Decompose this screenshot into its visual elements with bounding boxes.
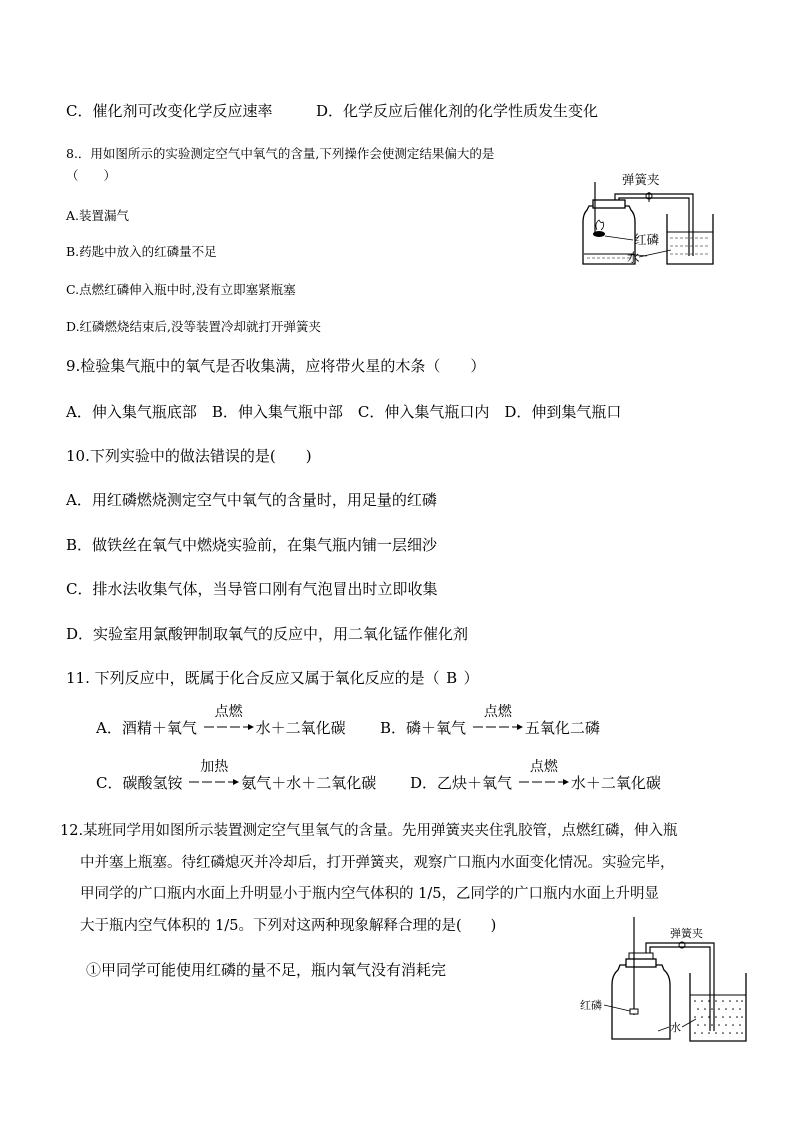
- reaction-arrow: [189, 759, 239, 793]
- q12-statement-1: ①甲同学可能使用红磷的量不足，瓶内氧气没有消耗完: [86, 961, 447, 979]
- products: 五氧化二磷: [524, 719, 600, 737]
- q10-option-d: D．实验室用氯酸钾制取氧气的反应中，用二氧化锰作催化剂: [66, 625, 469, 643]
- reaction-arrow: [473, 704, 523, 738]
- q10-stem: 10.下列实验中的做法错误的是( ): [66, 447, 312, 465]
- q10-option-a: A．用红磷燃烧测定空气中氧气的含量时，用足量的红磷: [66, 491, 437, 509]
- q7-option-d: D．化学反应后催化剂的化学性质发生变化: [316, 102, 599, 120]
- q9-options: A．伸入集气瓶底部 B．伸入集气瓶中部 C．伸入集气瓶口内 D．伸到集气瓶口: [66, 403, 622, 421]
- q9-stem: 9.检验集气瓶中的氧气是否收集满，应将带火星的木条（ ）: [66, 357, 486, 375]
- products: 氨气＋水＋二氧化碳: [241, 774, 377, 792]
- products: 水＋二氧化碳: [255, 719, 346, 737]
- q8-option-c: C.点燃红磷伸入瓶中时,没有立即塞紧瓶塞: [66, 282, 296, 297]
- q12-fig-clip-label: 弹簧夹: [670, 927, 703, 940]
- reaction-label: A．: [96, 719, 122, 737]
- q12-line-4: 大于瓶内空气体积的 1/5。下列对这两种现象解释合理的是( ): [80, 918, 497, 934]
- q8-stem: 8.．用如图所示的实验测定空气中氧气的含量,下列操作会使测定结果偏大的是: [66, 146, 495, 161]
- q7-option-c: C．催化剂可改变化学反应速率: [66, 102, 273, 120]
- q8-fig-clip-label: 弹簧夹: [622, 172, 660, 187]
- reactants: 磷＋氧气: [406, 719, 467, 737]
- q11-reaction-c: [96, 759, 377, 793]
- q12-line-1: 12.某班同学用如图所示装置测定空气里氧气的含量。先用弹簧夹夹住乳胶管，点燃红磷，伸入瓶: [60, 823, 678, 839]
- q11-stem-text: 11. 下列反应中，既属于化合反应又属于氧化反应的是（: [66, 669, 440, 687]
- q8-blank: （ ）: [66, 168, 117, 183]
- reaction-condition: 加热: [200, 759, 229, 775]
- q8-fig-water-label: 水: [627, 250, 640, 265]
- q11-stem-close: ）: [463, 669, 479, 687]
- q8-option-b: B.药匙中放入的红磷量不足: [66, 244, 217, 259]
- q11-reaction-b: [380, 704, 600, 738]
- reaction-condition: 点燃: [483, 704, 512, 720]
- q10-option-c: C．排水法收集气体，当导管口刚有气泡冒出时立即收集: [66, 580, 438, 598]
- reaction-arrow: [519, 759, 569, 793]
- reactants: 酒精＋氧气: [121, 719, 197, 737]
- q8-option-d: D.红磷燃烧结束后,没等装置冷却就打开弹簧夹: [66, 319, 322, 334]
- reaction-label: D．: [410, 774, 438, 792]
- q8-option-a: A.装置漏气: [66, 208, 130, 223]
- reaction-label: C．: [96, 774, 123, 792]
- q12-line-2: 中并塞上瓶塞。待红磷熄灭并冷却后，打开弹簧夹，观察广口瓶内水面变化情况。实验完毕，: [80, 855, 675, 871]
- q11-reaction-a: [96, 704, 346, 738]
- q11-reaction-d: [410, 759, 661, 793]
- reaction-condition: 点燃: [529, 759, 558, 775]
- reactants: 碳酸氢铵: [122, 774, 183, 792]
- q8-fig-phosphorus-label: 红磷: [634, 232, 660, 247]
- q8-apparatus-figure: [575, 170, 725, 270]
- products: 水＋二氧化碳: [570, 774, 661, 792]
- reaction-condition: 点燃: [214, 704, 243, 720]
- q11-answer: B: [446, 669, 458, 687]
- q12-fig-water-label: 水: [670, 1021, 681, 1034]
- q12-fig-phosphorus-label: 红磷: [580, 999, 602, 1012]
- q12-line-3: 甲同学的广口瓶内水面上升明显小于瓶内空气体积的 1/5，乙同学的广口瓶内水面上升明显: [80, 886, 659, 902]
- q11-stem: [66, 668, 479, 688]
- q10-option-b: B．做铁丝在氧气中燃烧实验前，在集气瓶内铺一层细沙: [66, 536, 438, 554]
- q12-apparatus-figure: [578, 915, 758, 1045]
- reaction-arrow: [204, 704, 254, 738]
- reaction-label: B．: [380, 719, 407, 737]
- reactants: 乙炔＋氧气: [437, 774, 513, 792]
